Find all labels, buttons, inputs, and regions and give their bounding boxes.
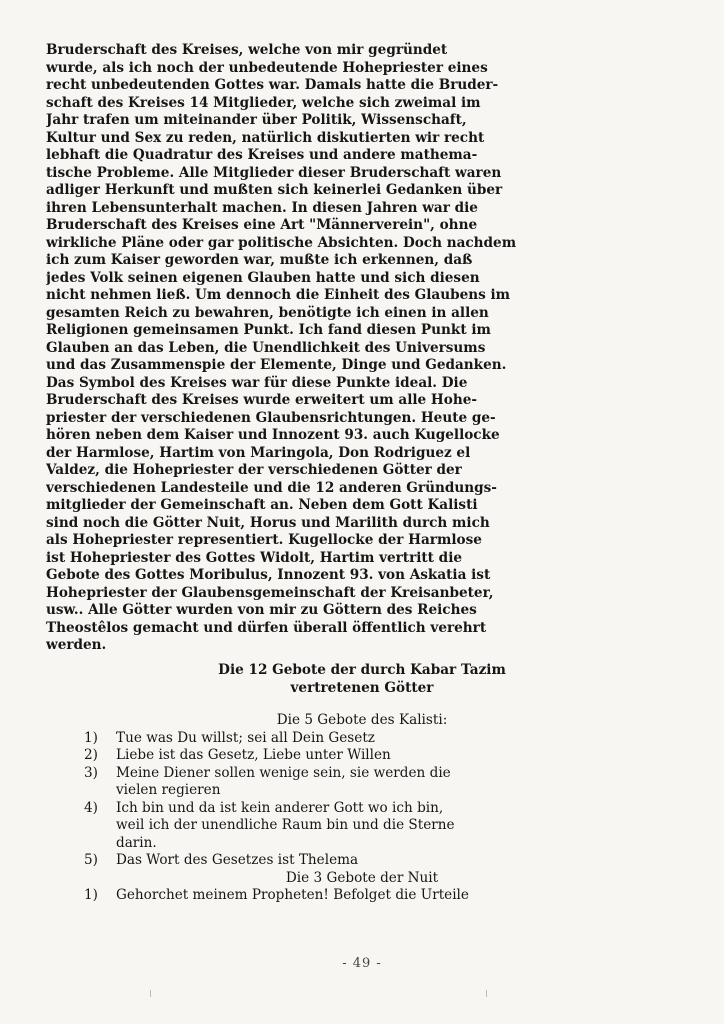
body-line: wirkliche Pläne oder gar politische Absichten. Doch nachdem [46, 234, 517, 251]
commandment-item [84, 747, 624, 765]
commandment-number: 4) [84, 799, 98, 816]
body-line: Bruderschaft des Kreises, welche von mir gegründet [46, 42, 448, 58]
body-line: Gebote des Gottes Moribulus, Innozent 93. von Askatia ist [46, 567, 491, 583]
commandment-number: 1) [84, 887, 98, 903]
commandment-text: Gehorchet meinem Propheten! Befolget die Urteile [116, 887, 469, 903]
body-paragraph [46, 42, 642, 655]
commandment-number: 5) [84, 852, 98, 868]
commandment-text: Liebe ist das Gesetz, Liebe unter Willen [116, 747, 391, 763]
section-heading-line-1: Die 12 Gebote der durch Kabar Tazim [218, 662, 506, 678]
body-line: verschiedenen Landesteile und die 12 anderen Gründungs- [46, 479, 497, 496]
body-line: ich zum Kaiser geworden war, mußte ich erkennen, daß [46, 252, 473, 268]
commandment-text: Ich bin und da ist kein anderer Gott wo ich bin, [116, 799, 444, 816]
commandment-text: vielen regieren [116, 782, 221, 798]
body-line: Bruderschaft des Kreises eine Art "Männerverein", ohne [46, 217, 478, 233]
body-line: ist Hohepriester des Gottes Widolt, Hartim vertritt die [46, 549, 463, 566]
body-line: Hohepriester der Glaubensgemeinschaft der Kreisanbeter, [46, 584, 494, 601]
nuit-commandments-title: Die 3 Gebote der Nuit [285, 869, 439, 886]
commandment-text: weil ich der unendliche Raum bin und die Sterne [116, 817, 455, 833]
commandment-number: 2) [84, 747, 98, 763]
commandment-text: Das Wort des Gesetzes ist Thelema [116, 852, 359, 868]
body-line: hören neben dem Kaiser und Innozent 93. auch Kugellocke [46, 427, 500, 443]
commandment-text: Meine Diener sollen wenige sein, sie werden die [116, 764, 451, 781]
body-line: Bruderschaft des Kreises wurde erweitert um alle Hohe- [46, 392, 478, 408]
page-number: - 49 - [342, 956, 382, 971]
body-line: priester der verschiedenen Glaubensrichtungen. Heute ge- [46, 409, 496, 426]
commandment-text: Tue was Du willst; sei all Dein Gesetz [116, 729, 375, 746]
commandment-item [84, 852, 624, 870]
body-line: Glauben an das Leben, die Unendlichkeit des Universums [46, 339, 486, 356]
commandment-item [84, 765, 624, 800]
body-line: usw.. Alle Götter wurden von mir zu Göttern des Reiches [46, 602, 477, 618]
commandment-item [84, 800, 624, 853]
body-line: als Hohepriester representiert. Kugellocke der Harmlose [46, 532, 482, 548]
section-heading-line-2: vertretenen Götter [290, 680, 434, 696]
commandments-list [84, 712, 624, 905]
body-line: der Harmlose, Hartim von Maringola, Don Rodriguez el [46, 444, 471, 461]
body-line: wurde, als ich noch der unbedeutende Hohepriester eines [46, 59, 488, 76]
commandment-item [84, 730, 624, 748]
commandment-number: 1) [84, 729, 98, 746]
kalisti-commandments [84, 730, 624, 870]
body-line: gesamten Reich zu bewahren, benötigte ich einen in allen [46, 304, 489, 321]
body-line: Kultur und Sex zu reden, natürlich diskutierten wir recht [46, 129, 485, 146]
body-line: Valdez, die Hohepriester der verschiedenen Götter der [46, 462, 462, 478]
body-line: adliger Herkunft und mußten sich keinerlei Gedanken über [46, 182, 503, 198]
body-line: sind noch die Götter Nuit, Horus und Marilith durch mich [46, 514, 490, 531]
nuit-commandments [84, 887, 624, 905]
body-line: schaft des Kreises 14 Mitglieder, welche sich zweimal im [46, 94, 481, 111]
commandment-text: darin. [116, 834, 157, 851]
scan-mark [150, 990, 151, 997]
body-line: jedes Volk seinen eigenen Glauben hatte und sich diesen [46, 269, 480, 286]
body-line: recht unbedeutenden Gottes war. Damals hatte die Bruder- [46, 77, 499, 93]
body-line: Jahr trafen um miteinander über Politik, Wissenschaft, [46, 112, 467, 128]
body-line: nicht nehmen ließ. Um dennoch die Einheit des Glaubens im [46, 287, 511, 303]
body-line: Das Symbol des Kreises war für diese Punkte ideal. Die [46, 374, 468, 391]
body-line: ihren Lebensunterhalt machen. In diesen Jahren war die [46, 199, 478, 216]
body-line: Religionen gemeinsamen Punkt. Ich fand diesen Punkt im [46, 322, 491, 338]
body-line: mitglieder der Gemeinschaft an. Neben dem Gott Kalisti [46, 497, 478, 513]
body-line: und das Zusammenspie der Elemente, Dinge und Gedanken. [46, 357, 507, 373]
body-line: lebhaft die Quadratur des Kreises und andere mathema- [46, 147, 478, 163]
commandment-number: 3) [84, 764, 98, 781]
body-line: werden. [46, 637, 107, 653]
scan-mark [486, 990, 487, 997]
kalisti-commandments-title: Die 5 Gebote des Kalisti: [276, 712, 448, 728]
body-line: tische Probleme. Alle Mitglieder dieser Bruderschaft waren [46, 164, 502, 181]
body-line: Theostêlos gemacht und dürfen überall öffentlich verehrt [46, 619, 487, 636]
commandment-item [84, 887, 624, 905]
